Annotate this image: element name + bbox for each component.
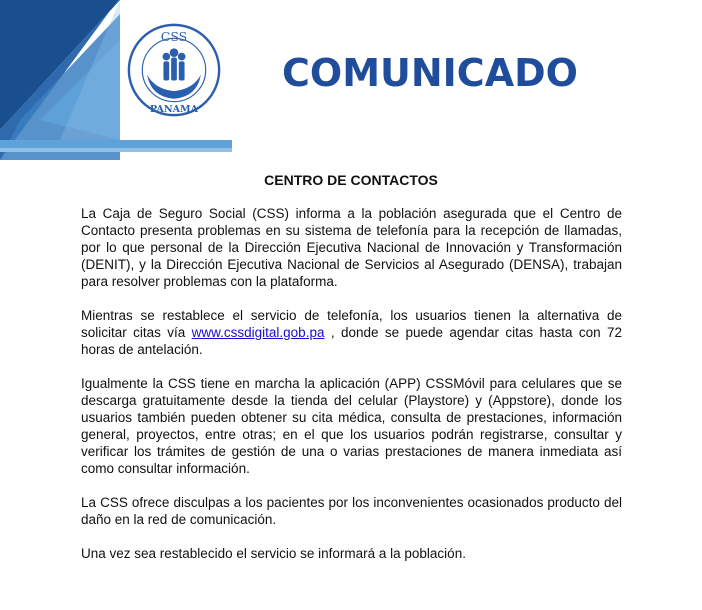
paragraph-2-text-after: , donde se puede agendar citas hasta con 72 horas de antelación. [81, 325, 622, 357]
paragraph-2-text-before: Mientras se restablece el servicio de telefonía, los usuarios tienen la alternativa de solicitar citas vía [81, 308, 622, 340]
section-heading: CENTRO DE CONTACTOS [264, 172, 438, 188]
page-title: COMUNICADO [282, 51, 578, 95]
css-logo [126, 22, 222, 118]
paragraph-5: Una vez sea restablecido el servicio se informará a la población. [81, 546, 466, 561]
logo-top-text: CSS [160, 29, 188, 45]
paragraph-3: Igualmente la CSS tiene en marcha la aplicación (APP) CSSMóvil para celulares que se descarga gratuitamente desde la tienda del celular (Playstore) y (Appstore), donde los usuarios también pueden obtener su cita médica, consulta de prestaciones, información general, proyectos, entre otras; en el que los usuarios podrán registrarse, consultar y verificar los trámites de gestión de una o varias prestaciones de manera inmediata así como consultar información. [81, 376, 622, 476]
paragraph-2 [81, 307, 622, 358]
logo-bottom-text: PANAMA [149, 104, 199, 116]
paragraph-4: La CSS ofrece disculpas a los pacientes por los inconvenientes ocasionados producto del daño en la red de comunicación. [81, 495, 622, 527]
announcement-body [81, 205, 622, 579]
cssdigital-link[interactable]: www.cssdigital.gob.pa [191, 325, 325, 340]
paragraph-1: La Caja de Seguro Social (CSS) informa a la población asegurada que el Centro de Contacto presenta problemas en su sistema de telefonía para la recepción de llamadas, por lo que personal de la Dirección Ejecutiva Nacional de Innovación y Transformación (DENIT), y la Dirección Ejecutiva Nacional de Servicios al Asegurado (DENSA), trabajan para resolver problemas con la plataforma. [81, 206, 622, 289]
